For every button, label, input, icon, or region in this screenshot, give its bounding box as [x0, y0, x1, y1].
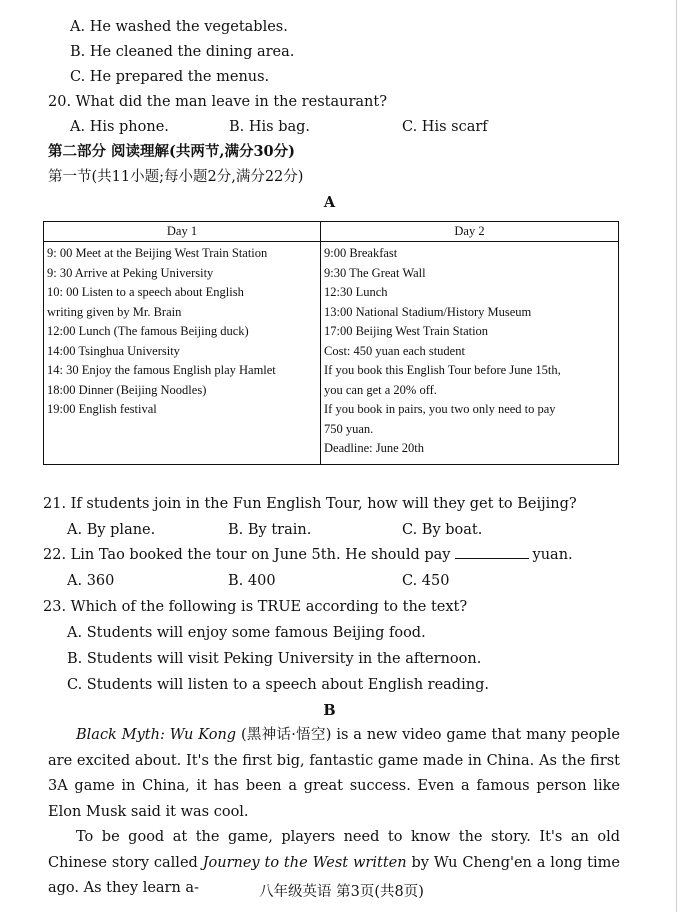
q22-stem-before: 22. Lin Tao booked the tour on June 5th. He should pay	[43, 547, 451, 563]
answer-blank	[455, 546, 529, 559]
day2-item: 750 yuan.	[324, 421, 374, 436]
day1-item: writing given by Mr. Brain	[47, 304, 182, 319]
day2-item: If you book this English Tour before June 15th,	[324, 363, 561, 377]
section1-title: 第一节(共11小题;每小题2分,满分22分)	[48, 169, 304, 185]
day1-header: Day 1	[44, 222, 321, 242]
q22-stem	[43, 546, 573, 564]
day1-item: 9: 00 Meet at the Beijing West Train Station	[47, 246, 268, 260]
q21-option-b: B. By train.	[228, 522, 312, 538]
q22-option-a: A. 360	[67, 573, 115, 589]
q23-stem: 23. Which of the following is TRUE according to the text?	[43, 599, 468, 615]
day1-cell	[44, 242, 321, 465]
day2-cell	[321, 242, 619, 465]
q23-option-a: A. Students will enjoy some famous Beijing food.	[67, 625, 426, 641]
day2-item: 13:00 National Stadium/History Museum	[324, 304, 532, 319]
day2-header: Day 2	[321, 222, 619, 242]
q19-option-a: A. He washed the vegetables.	[70, 19, 288, 35]
tour-schedule-table	[43, 221, 619, 465]
day1-item: 19:00 English festival	[47, 402, 157, 416]
passage-b-label: B	[323, 702, 336, 719]
part2-title: 第二部分 阅读理解(共两节,满分30分)	[48, 143, 295, 160]
q20-option-c: C. His scarf	[402, 119, 488, 135]
paragraph-2-text-a: To be good at the game, players need to know the story. It's an old Chinese story called	[48, 829, 620, 871]
paragraph-2-text-b: by Wu Cheng'en a long time ago. As they learn a-	[48, 854, 620, 896]
day1-item: 12:00 Lunch (The famous Beijing duck)	[47, 324, 249, 338]
passage-a-label: A	[323, 194, 336, 211]
book-title: Journey to the West written	[202, 854, 407, 871]
q19-option-b: B. He cleaned the dining area.	[70, 44, 295, 60]
day1-item: 18:00 Dinner (Beijing Noodles)	[47, 382, 207, 397]
day2-item: 12:30 Lunch	[324, 285, 388, 299]
q22-stem-after: yuan.	[532, 547, 573, 563]
q23-option-c: C. Students will listen to a speech about English reading.	[67, 677, 489, 693]
day1-item: 14:00 Tsinghua University	[47, 343, 180, 358]
q22-option-c: C. 450	[402, 573, 450, 589]
day1-item: 14: 30 Enjoy the famous English play Hamlet	[47, 363, 276, 377]
day2-item: 9:30 The Great Wall	[324, 265, 426, 280]
day2-item: Deadline: June 20th	[324, 441, 424, 455]
page-edge-divider	[676, 0, 677, 912]
q21-stem: 21. If students join in the Fun English Tour, how will they get to Beijing?	[43, 496, 577, 512]
day2-item: 9:00 Breakfast	[324, 246, 398, 260]
page-footer: 八年级英语 第3页(共8页)	[259, 884, 424, 900]
game-title: Black Myth: Wu Kong	[76, 727, 237, 743]
q21-option-a: A. By plane.	[67, 522, 156, 538]
day1-item: 9: 30 Arrive at Peking University	[47, 265, 214, 280]
day2-item: 17:00 Beijing West Train Station	[324, 324, 489, 338]
q20-stem: 20. What did the man leave in the restaurant?	[48, 94, 387, 110]
day2-item: you can get a 20% off.	[324, 382, 437, 397]
q22-option-b: B. 400	[228, 573, 276, 589]
q19-option-c: C. He prepared the menus.	[70, 69, 270, 85]
paragraph-1-text: (黑神话·悟空) is a new video game that many people are excited about. It's the first big, fantastic game made in China. As the first 3A game in China, it has been a great success. Even a famous person like Elon Musk said it was cool.	[48, 727, 620, 820]
q21-option-c: C. By boat.	[402, 522, 483, 538]
day2-item: If you book in pairs, you two only need to pay	[324, 402, 556, 416]
passage-b-paragraph-1	[48, 723, 620, 825]
day2-item: Cost: 450 yuan each student	[324, 343, 465, 358]
day1-item: 10: 00 Listen to a speech about English	[47, 285, 244, 299]
q20-option-a: A. His phone.	[70, 119, 169, 135]
q23-option-b: B. Students will visit Peking University in the afternoon.	[67, 651, 482, 667]
q20-option-b: B. His bag.	[229, 119, 311, 135]
